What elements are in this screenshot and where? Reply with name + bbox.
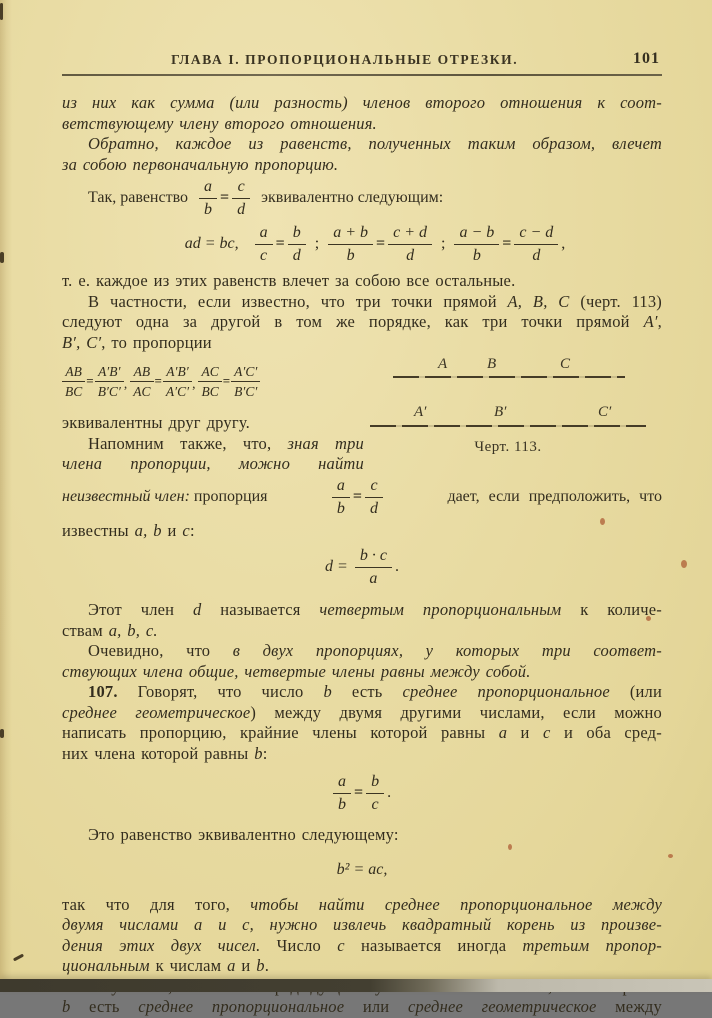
equals-sign: = bbox=[375, 235, 386, 252]
paragraph-ochevidno bbox=[62, 641, 662, 682]
text-line: известны a, b и c: bbox=[62, 520, 195, 540]
equals-sign: = bbox=[502, 235, 512, 252]
fraction bbox=[514, 223, 558, 265]
numerator: a bbox=[199, 177, 217, 199]
page-content bbox=[62, 0, 662, 1018]
figure-section bbox=[62, 356, 662, 475]
text-line: Очевидно, что в двух пропорциях, у которых три соответ- bbox=[88, 641, 662, 660]
numerator: c + d bbox=[388, 223, 432, 245]
equation-b-squared: b² = ac, bbox=[336, 860, 388, 878]
denominator: B′C′ bbox=[234, 384, 258, 399]
equals-sign: = bbox=[352, 487, 363, 505]
text-line: Обратно, каждое из равенств, полученных таким образом, влечет bbox=[88, 134, 662, 153]
fraction bbox=[365, 476, 383, 518]
numerator: AC bbox=[198, 363, 221, 382]
fraction bbox=[355, 546, 392, 588]
text-segment: Говорят, что число b есть среднее пропорциональное (или bbox=[137, 682, 663, 701]
fraction bbox=[328, 223, 373, 265]
point-label-B-prime: B′ bbox=[494, 404, 507, 420]
numerator: A′B′ bbox=[163, 363, 192, 382]
semicolon: ; bbox=[314, 235, 320, 252]
text-line: эквивалентны друг другу. bbox=[62, 413, 250, 432]
text-line: Это равенство эквивалентно следующему: bbox=[88, 825, 399, 844]
text-line: члена пропорции, можно найти bbox=[62, 454, 364, 473]
text-line: дения этих двух чисел. Число c называется иногда третьим пропор- bbox=[62, 935, 662, 955]
numerator: b bbox=[288, 223, 306, 245]
figure-line-bottom bbox=[370, 425, 646, 427]
paragraph-obratno bbox=[62, 134, 662, 175]
denominator: b bbox=[472, 247, 481, 264]
denominator: b bbox=[336, 499, 345, 517]
point-label-B: B bbox=[487, 356, 497, 372]
numerator: a bbox=[332, 476, 350, 498]
numerator: a − b bbox=[454, 223, 499, 245]
text-segment: Так, равенство bbox=[88, 189, 189, 206]
fraction bbox=[333, 772, 351, 814]
denominator: b bbox=[204, 201, 213, 218]
text-line: так что для того, чтобы найти среднее пропорциональное между bbox=[62, 894, 662, 914]
chapter-title: ГЛАВА I. ПРОПОРЦИОНАЛЬНЫЕ ОТРЕЗКИ. bbox=[171, 52, 519, 67]
comma: , bbox=[192, 376, 196, 391]
denominator: d bbox=[532, 247, 541, 264]
page-number: 101 bbox=[633, 50, 660, 67]
numerator: b bbox=[366, 772, 384, 794]
text-line: В частности, если известно, что три точки прямой A, B, C (черт. 113) bbox=[88, 291, 662, 311]
numerator: c − d bbox=[514, 223, 558, 245]
denominator: c bbox=[371, 796, 379, 813]
text-segment: дает, если предположить, что bbox=[447, 487, 662, 505]
numerator: A′C′ bbox=[231, 363, 260, 382]
fraction bbox=[62, 363, 85, 399]
numerator: b · c bbox=[355, 546, 392, 568]
text-line: Напомним также, что, зная три bbox=[88, 433, 364, 453]
numerator: c bbox=[365, 476, 383, 498]
equation-line-neizvestny bbox=[62, 475, 662, 519]
numerator: a bbox=[333, 772, 351, 794]
text-segment: эквивалентно следующим: bbox=[261, 189, 444, 206]
binding-mark bbox=[0, 252, 4, 263]
equals-sign: = bbox=[86, 373, 94, 388]
denominator: A′C′ bbox=[165, 384, 190, 399]
point-label-A: A bbox=[438, 356, 448, 372]
equals-sign: = bbox=[353, 784, 364, 801]
section-number: 107. bbox=[88, 682, 118, 701]
denominator: a bbox=[369, 570, 378, 587]
fraction bbox=[198, 363, 221, 399]
running-head bbox=[62, 52, 662, 71]
fraction bbox=[388, 223, 432, 265]
denominator: AC bbox=[133, 384, 151, 399]
equation-row-proportions bbox=[62, 358, 370, 404]
denominator: d bbox=[370, 499, 379, 517]
text-line: т. е. каждое из этих равенств влечет за собою все остальные. bbox=[62, 271, 516, 290]
text-line: двумя числами a и c, нужно извлечь квадратный корень из произве- bbox=[62, 915, 662, 934]
header-rule bbox=[62, 74, 662, 76]
text-line: следуют одна за другой в том же порядке, как три точки прямой A′, bbox=[62, 312, 662, 331]
binding-mark bbox=[0, 729, 4, 738]
denominator: B′C′ bbox=[97, 384, 121, 399]
text-line: среднее геометрическое) между двумя другими числами, если можно bbox=[62, 702, 663, 722]
equation-line-tak bbox=[62, 176, 662, 220]
text-segment: неизвестный член: пропорция bbox=[62, 487, 268, 505]
denominator: b bbox=[337, 796, 346, 813]
denominator: BC bbox=[65, 384, 83, 399]
figure-caption: Черт. 113. bbox=[474, 439, 542, 455]
denominator: d bbox=[292, 247, 301, 264]
paragraph-107 bbox=[62, 682, 662, 764]
fraction bbox=[231, 363, 260, 399]
denominator: BC bbox=[201, 384, 219, 399]
numerator: A′B′ bbox=[95, 363, 124, 382]
period: . bbox=[394, 558, 399, 575]
point-label-C: C bbox=[560, 356, 571, 372]
equation-fourth-proportional bbox=[62, 543, 662, 591]
binding-mark bbox=[13, 954, 24, 962]
numerator: AB bbox=[62, 363, 85, 382]
figure-left-column bbox=[62, 356, 370, 475]
paragraph-fourth bbox=[62, 600, 662, 641]
text-line: ствам a, b, c. bbox=[62, 620, 158, 640]
text-line: Этот член d называется четвертым пропорциональным к количе- bbox=[88, 600, 662, 619]
text-line: b есть среднее пропорциональное или среднее геометрическое между bbox=[62, 997, 662, 1016]
equals-sign: = bbox=[154, 373, 162, 388]
paragraph-takchto bbox=[62, 895, 662, 977]
fraction bbox=[95, 363, 124, 399]
equation-row-equivalents bbox=[62, 222, 662, 266]
semicolon: ; bbox=[441, 235, 446, 252]
page-left-edge bbox=[0, 0, 12, 992]
fraction bbox=[130, 363, 153, 399]
comma: , bbox=[561, 235, 566, 252]
denominator: d bbox=[406, 247, 415, 264]
fraction bbox=[332, 476, 350, 518]
text-line: ствующих члена общие, четвертые члены равны между собой. bbox=[62, 661, 531, 681]
text-line: написать пропорцию, крайние члены которой равны a и c и оба сред- bbox=[62, 723, 662, 742]
fraction bbox=[366, 772, 384, 814]
text-line: циональным к числам a и b. bbox=[62, 956, 270, 975]
binding-mark bbox=[0, 3, 3, 20]
page-bottom-edge bbox=[0, 979, 712, 992]
fraction bbox=[255, 223, 273, 265]
text-line: них члена которой равны b: bbox=[62, 743, 268, 763]
denominator: d bbox=[237, 201, 246, 218]
text-line bbox=[62, 682, 662, 703]
fraction bbox=[454, 223, 499, 265]
figure-chert-113 bbox=[370, 356, 662, 468]
text-line: за собою первоначальную пропорцию. bbox=[62, 154, 339, 174]
text-line: ветствующему члену второго отношения. bbox=[62, 113, 377, 133]
comma: , bbox=[123, 376, 128, 391]
point-label-A-prime: A′ bbox=[414, 404, 427, 420]
fraction bbox=[288, 223, 306, 265]
numerator: AB bbox=[130, 363, 153, 382]
numerator: a + b bbox=[328, 223, 373, 245]
equation-adbc: ad = bc, bbox=[184, 235, 239, 252]
equation-lhs: d = bbox=[325, 558, 348, 575]
text-line: из них как сумма (или разность) членов второго отношения к соот- bbox=[62, 93, 662, 112]
equation-mean-proportional bbox=[62, 769, 662, 817]
paper-speck bbox=[668, 854, 673, 858]
equals-sign: = bbox=[222, 373, 231, 388]
equals-sign: = bbox=[220, 189, 230, 206]
denominator: c bbox=[260, 247, 268, 264]
equals-sign: = bbox=[275, 235, 285, 252]
period: . bbox=[387, 784, 392, 801]
paragraph-points bbox=[62, 292, 662, 354]
fraction bbox=[232, 177, 250, 219]
fraction bbox=[163, 363, 192, 399]
figure-line-top bbox=[393, 376, 625, 378]
paragraph-intro bbox=[62, 93, 662, 134]
text-line: B′, C′, то пропорции bbox=[62, 332, 212, 352]
point-label-C-prime: C′ bbox=[598, 404, 612, 420]
denominator: b bbox=[346, 247, 355, 264]
numerator: c bbox=[232, 177, 250, 199]
numerator: a bbox=[255, 223, 273, 245]
fraction bbox=[199, 177, 217, 219]
paper-speck bbox=[681, 560, 687, 568]
